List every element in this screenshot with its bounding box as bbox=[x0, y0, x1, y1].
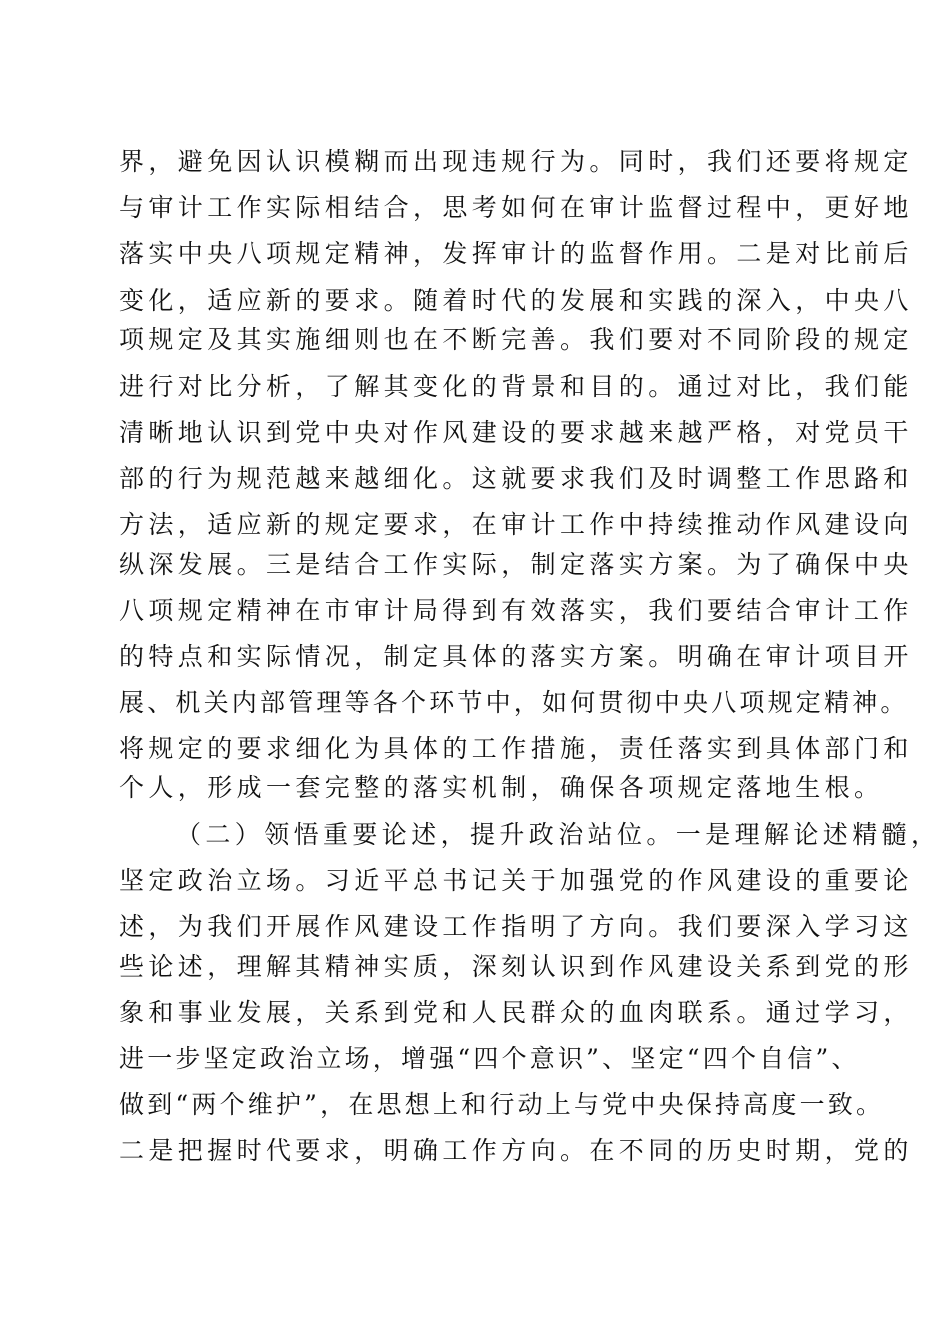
text-line: 述，为我们开展作风建设工作指明了方向。我们要深入学习这 bbox=[119, 912, 913, 941]
text-line: 八项规定精神在市审计局得到有效落实，我们要结合审计工作 bbox=[119, 596, 913, 625]
text-line: 进一步坚定政治立场，增强“四个意识”、坚定“四个自信”、 bbox=[119, 1044, 860, 1073]
text-line: 二是把握时代要求，明确工作方向。在不同的历史时期，党的 bbox=[119, 1136, 913, 1165]
text-line: 做到“两个维护”，在思想上和行动上与党中央保持高度一致。 bbox=[119, 1090, 885, 1119]
text-line: 展、机关内部管理等各个环节中，如何贯彻中央八项规定精神。 bbox=[119, 688, 909, 717]
text-line: 变化，适应新的要求。随着时代的发展和实践的深入，中央八 bbox=[119, 286, 913, 315]
text-line: 部的行为规范越来越细化。这就要求我们及时调整工作思路和 bbox=[119, 464, 913, 493]
text-line: 个人，形成一套完整的落实机制，确保各项规定落地生根。 bbox=[119, 773, 884, 802]
section-heading-line: （二）领悟重要论述，提升政治站位。一是理解论述精髓， bbox=[176, 820, 941, 849]
text-line: 界，避免因认识模糊而出现违规行为。同时，我们还要将规定 bbox=[119, 147, 913, 176]
text-line: 将规定的要求细化为具体的工作措施，责任落实到具体部门和 bbox=[119, 734, 913, 763]
text-line: 进行对比分析，了解其变化的背景和目的。通过对比，我们能 bbox=[119, 372, 913, 401]
text-line: 落实中央八项规定精神，发挥审计的监督作用。二是对比前后 bbox=[119, 239, 913, 268]
text-line: 坚定政治立场。习近平总书记关于加强党的作风建设的重要论 bbox=[119, 866, 913, 895]
text-line: 项规定及其实施细则也在不断完善。我们要对不同阶段的规定 bbox=[119, 325, 913, 354]
text-line: 与审计工作实际相结合，思考如何在审计监督过程中，更好地 bbox=[119, 193, 913, 222]
text-line: 些论述，理解其精神实质，深刻认识到作风建设关系到党的形 bbox=[119, 952, 913, 981]
text-line: 的特点和实际情况，制定具体的落实方案。明确在审计项目开 bbox=[119, 642, 913, 671]
text-line: 象和事业发展，关系到党和人民群众的血肉联系。通过学习， bbox=[119, 998, 913, 1027]
text-line: 纵深发展。三是结合工作实际，制定落实方案。为了确保中央 bbox=[119, 550, 913, 579]
text-line: 方法，适应新的规定要求，在审计工作中持续推动作风建设向 bbox=[119, 510, 913, 539]
text-line: 清晰地认识到党中央对作风建设的要求越来越严格，对党员干 bbox=[119, 418, 913, 447]
